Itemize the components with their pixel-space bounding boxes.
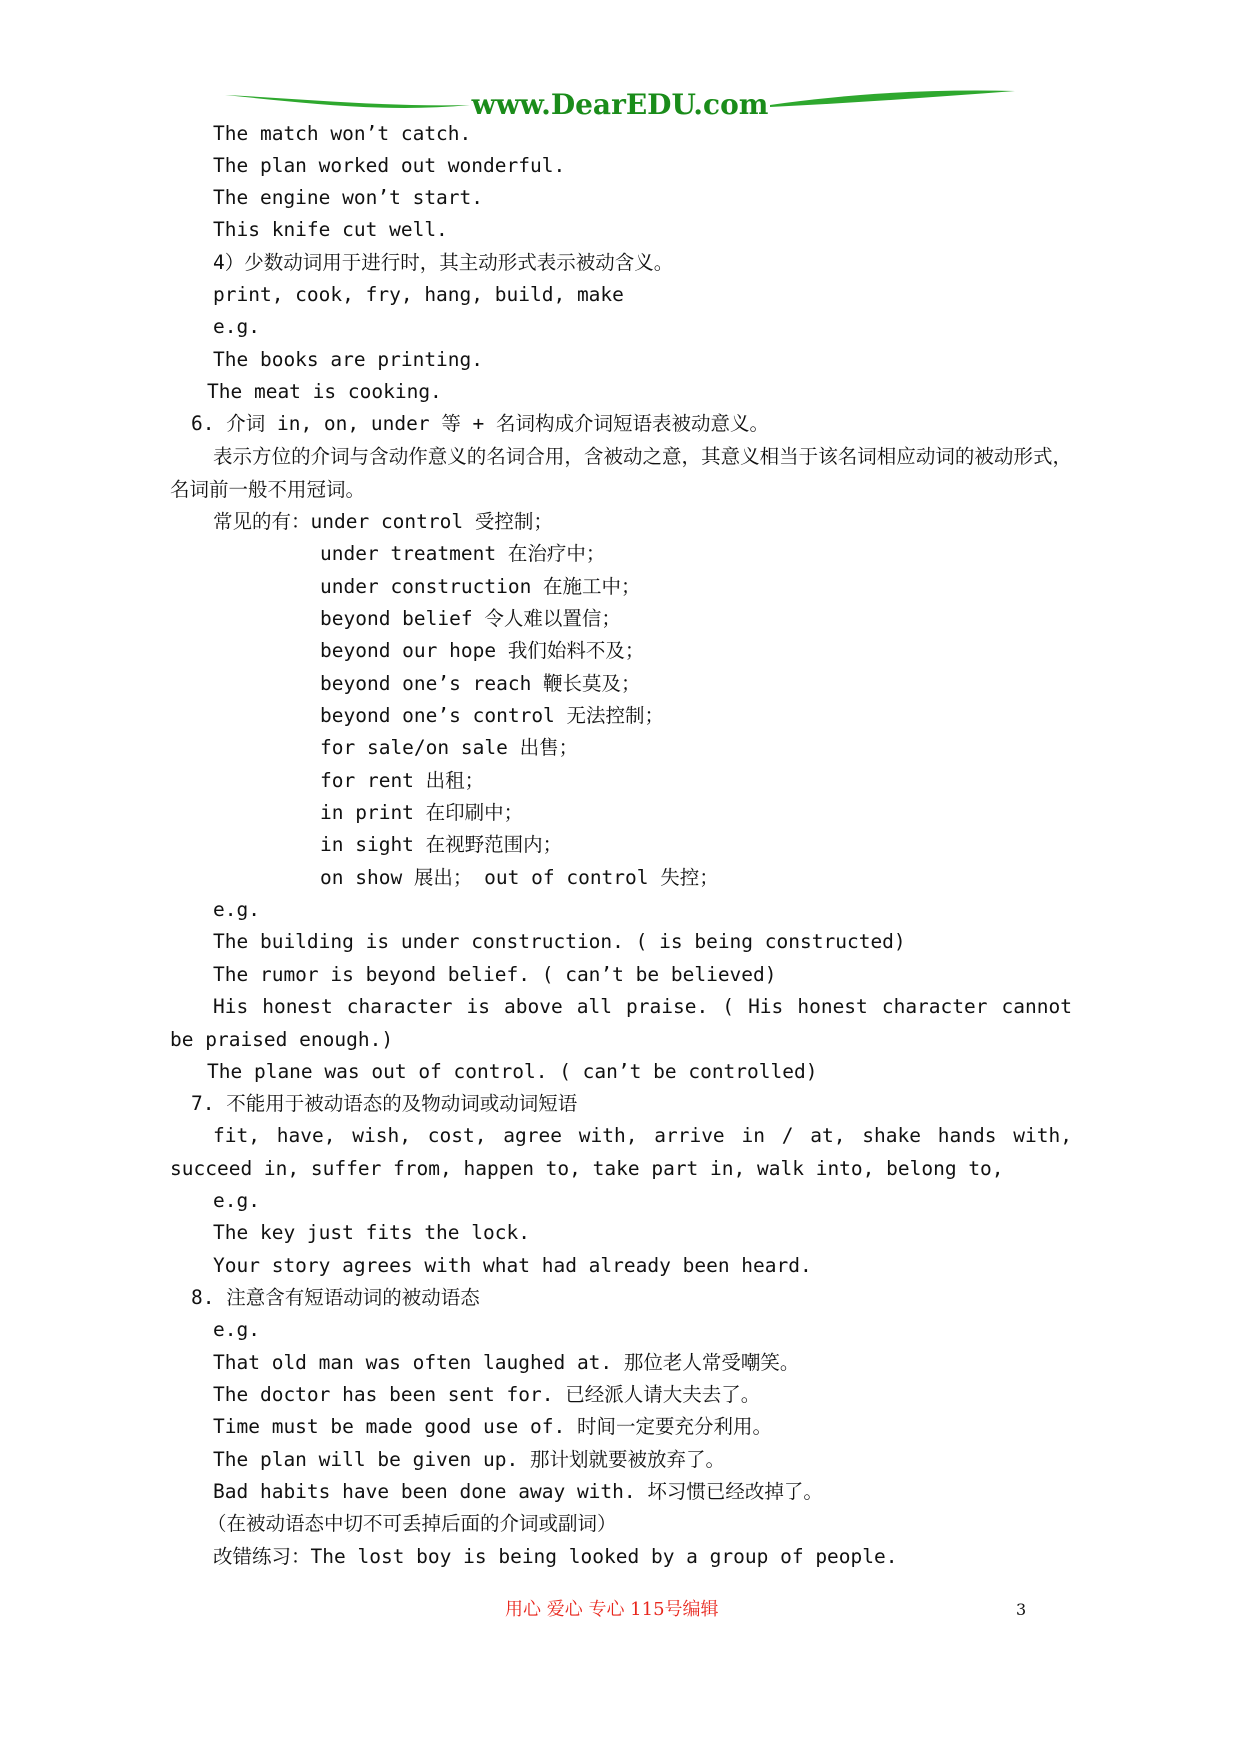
text-line: The plan worked out wonderful. [213,154,566,177]
paragraph: His honest character is above all praise. ( His honest character cannot be praised enough.) [170,995,1072,1051]
section-heading: 6. 介词 in, on, under 等 + 名词构成介词短语表被动意义。 [191,412,770,435]
text-line: The rumor is beyond belief. ( can’t be believed) [213,963,777,986]
text-line: e.g. [213,315,260,338]
phrase-item: in print 在印刷中； [320,801,524,824]
site-name: www.DearEDU.com [471,88,769,121]
section-heading: 8. 注意含有短语动词的被动语态 [191,1286,480,1309]
text-line: 4）少数动词用于进行时，其主动形式表示被动含义。 [213,251,674,274]
text-line: The building is under construction. ( is being constructed) [213,930,906,953]
phrase-item: for sale/on sale 出售； [320,736,579,759]
text-line: The plane was out of control. ( can’t be controlled) [207,1060,818,1083]
text-line: The engine won’t start. [213,186,484,209]
text-line: The doctor has been sent for. 已经派人请大夫去了。 [213,1383,761,1406]
phrase-item: on show 展出； out of control 失控； [320,866,719,889]
phrase-item: for rent 出租； [320,769,485,792]
phrase-item: beyond one’s reach 鞭长莫及； [320,672,641,695]
text-line: （在被动语态中切不可丢掉后面的介词或副词） [207,1512,617,1535]
text-line: Your story agrees with what had already been heard. [213,1254,812,1277]
footer-text: 用心 爱心 专心 115号编辑 [505,1599,719,1620]
text-line: 改错练习：The lost boy is being looked by a group of people. [213,1545,898,1568]
text-line: That old man was often laughed at. 那位老人常受嘲笑。 [213,1351,800,1374]
text-line: The plan will be given up. 那计划就要被放弃了。 [213,1448,725,1471]
paragraph: 表示方位的介词与含动作意义的名词合用，含被动之意，其意义相当于该名词相应动词的被动形式，名词前一般不用冠词。 [170,445,1072,501]
text-line: This knife cut well. [213,218,448,241]
text-line: The match won’t catch. [213,122,472,145]
phrase-item: under construction 在施工中； [320,575,641,598]
phrase-item: under treatment 在治疗中； [320,542,606,565]
text-line: The key just fits the lock. [213,1221,530,1244]
section-heading: 7. 不能用于被动语态的及物动词或动词短语 [191,1092,578,1115]
phrase-item: beyond our hope 我们始料不及； [320,639,645,662]
phrase-item: beyond one’s control 无法控制； [320,704,665,727]
text-line: The meat is cooking. [207,380,442,403]
text-line: 常见的有：under control 受控制； [213,510,553,533]
text-line: Bad habits have been done away with. 坏习惯已经改掉了。 [213,1480,823,1503]
page-number: 3 [1016,1600,1027,1619]
text-line: e.g. [213,1189,260,1212]
phrase-item: in sight 在视野范围内； [320,833,563,856]
text-line: e.g. [213,898,260,921]
phrase-item: beyond belief 令人难以置信； [320,607,621,630]
text-line: print, cook, fry, hang, build, make [213,283,624,306]
text-line: The books are printing. [213,348,484,371]
text-line: e.g. [213,1318,260,1341]
text-line: Time must be made good use of. 时间一定要充分利用。 [213,1415,772,1438]
paragraph: fit, have, wish, cost, agree with, arrive in / at, shake hands with, succeed in, suffer from, happen to, take part in, walk into, belong to, [170,1124,1072,1180]
